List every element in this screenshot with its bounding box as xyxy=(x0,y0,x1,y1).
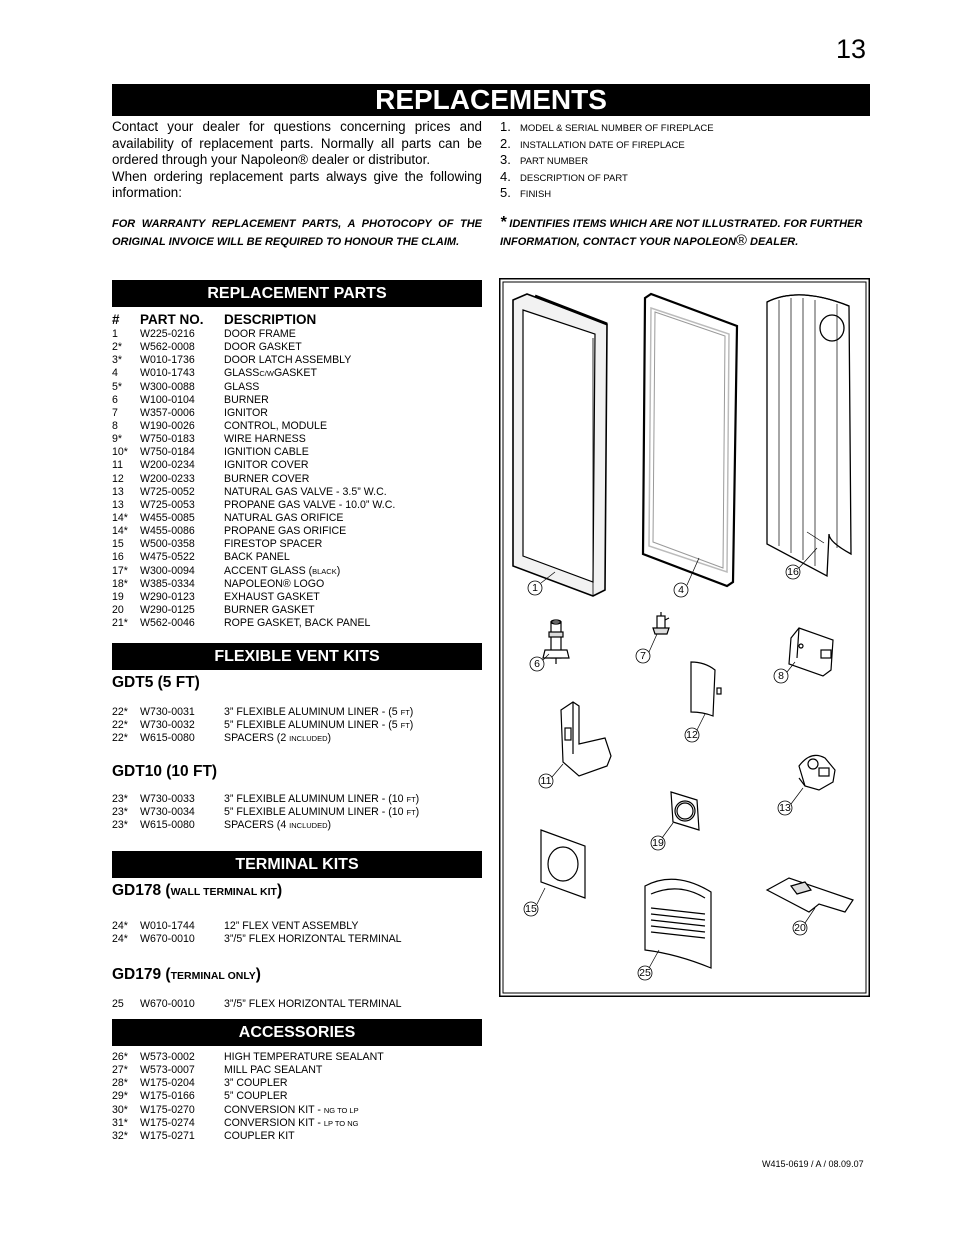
intro-text xyxy=(112,119,482,202)
part-item-number: 13 xyxy=(112,498,124,511)
gdt5-heading: GDT5 (5 FT) xyxy=(112,674,200,691)
gd179-close: ) xyxy=(255,966,261,983)
part-item-number: 32* xyxy=(112,1129,128,1142)
part-number: W175-0270 xyxy=(140,1103,195,1116)
callout-16: 16 xyxy=(787,566,799,578)
section-replacement-parts: REPLACEMENT PARTS xyxy=(112,280,482,307)
info-list-item xyxy=(500,136,870,153)
gd178-subtitle: WALL TERMINAL KIT xyxy=(170,886,277,898)
part-description xyxy=(224,525,346,538)
part-description-text: PROPANE GAS ORIFICE xyxy=(224,525,347,538)
part-item-number: 26* xyxy=(112,1051,128,1063)
part-number: W010-1744 xyxy=(140,920,195,932)
part-row xyxy=(112,933,482,946)
part-description-text: DOOR GASKET xyxy=(224,341,302,354)
col-num-header: # xyxy=(112,312,120,327)
part-number: W615-0080 xyxy=(140,732,195,745)
part-description xyxy=(224,1077,288,1090)
part-description-text: IGNITOR xyxy=(224,406,268,419)
gdt10-list xyxy=(112,793,482,832)
part-description xyxy=(224,819,331,832)
part-description-text: 3” COUPLER xyxy=(224,1077,288,1090)
part-description-text: 3”/5” FLEX HORIZONTAL TERMINAL xyxy=(224,933,402,946)
part-row xyxy=(112,538,482,551)
part-item-number: 27* xyxy=(112,1064,128,1077)
part-number: W670-0010 xyxy=(140,998,195,1010)
part-description-note: FT xyxy=(400,721,410,731)
callout-20: 20 xyxy=(794,922,806,934)
part-description-text: NATURAL GAS VALVE - 3.5” W.C. xyxy=(224,485,387,498)
part-description-text: IGNITOR COVER xyxy=(224,459,309,472)
part-description xyxy=(224,578,324,591)
info-list-text: INSTALLATION DATE OF FIREPLACE xyxy=(520,139,685,151)
part-number: W190-0026 xyxy=(140,419,195,432)
part-row xyxy=(112,1090,482,1103)
part-row xyxy=(112,433,482,446)
part-description-text: GLASS xyxy=(224,380,260,393)
part-description-text: 5” FLEXIBLE ALUMINUM LINER - (10 xyxy=(224,806,407,819)
part-row xyxy=(112,446,482,459)
intro-paragraph-1: Contact your dealer for questions concerning prices and availability of replacement parts. Normally all parts can be ordered through your Napoleon® dealer or distributor. xyxy=(112,119,482,168)
part-number: W500-0358 xyxy=(140,538,195,551)
part-item-number: 4 xyxy=(112,367,118,380)
part-row xyxy=(112,473,482,486)
info-list-item xyxy=(500,119,870,136)
part-row xyxy=(112,920,482,933)
part-row xyxy=(112,819,482,832)
part-row xyxy=(112,1104,482,1117)
part-description-text: NAPOLEON® LOGO xyxy=(224,577,325,590)
part-item-number: 15 xyxy=(112,538,124,551)
part-description-text: 5” COUPLER xyxy=(224,1090,288,1103)
part-description xyxy=(224,367,317,380)
asterisk-note-tail: DEALER. xyxy=(750,235,799,248)
callout-1: 1 xyxy=(532,582,538,594)
part-number: W750-0184 xyxy=(140,446,195,459)
part-number: W455-0085 xyxy=(140,511,195,524)
part-description xyxy=(224,407,268,420)
glass-panel-drawing xyxy=(643,294,737,586)
info-list xyxy=(500,119,870,202)
part-item-number: 21* xyxy=(112,617,128,630)
document-code: W415-0619 / A / 08.09.07 xyxy=(762,1159,864,1169)
part-number: W725-0053 xyxy=(140,498,195,511)
part-row xyxy=(112,328,482,341)
part-description-text: 3” FLEXIBLE ALUMINUM LINER - (10 xyxy=(224,793,407,805)
part-description xyxy=(224,1130,295,1143)
part-description xyxy=(224,1051,384,1064)
part-item-number: 22* xyxy=(112,732,128,745)
part-description xyxy=(224,933,402,946)
part-description-text: SPACERS (4 xyxy=(224,819,290,832)
part-number: W200-0234 xyxy=(140,459,195,472)
part-description-text: WIRE HARNESS xyxy=(224,433,306,446)
part-description-text: 12” FLEX VENT ASSEMBLY xyxy=(224,920,359,932)
part-item-number: 16 xyxy=(112,551,124,564)
part-description-text: CONTROL, MODULE xyxy=(224,419,328,432)
part-item-number: 24* xyxy=(112,920,128,932)
part-row xyxy=(112,1117,482,1130)
info-list-number: 1. xyxy=(500,119,511,134)
part-description-text: IGNITION CABLE xyxy=(224,446,309,459)
part-number: W010-1736 xyxy=(140,354,195,367)
part-row xyxy=(112,525,482,538)
gdt10-heading: GDT10 (10 FT) xyxy=(112,763,218,780)
part-row xyxy=(112,1077,482,1090)
part-description xyxy=(224,354,351,367)
part-description xyxy=(224,512,344,525)
part-description-note: NG TO LP xyxy=(323,1105,359,1115)
section-accessories: ACCESSORIES xyxy=(112,1019,482,1046)
part-description-tail: ) xyxy=(327,732,332,745)
info-list-item xyxy=(500,169,870,186)
part-description-text: BURNER COVER xyxy=(224,472,310,485)
part-description xyxy=(224,394,269,407)
part-description xyxy=(224,499,395,512)
part-row xyxy=(112,367,482,380)
gdt5-list xyxy=(112,706,482,745)
part-description-tail: ) xyxy=(409,719,414,732)
part-description-text: ACCENT GLASS ( xyxy=(224,564,313,577)
part-item-number: 8 xyxy=(112,419,118,432)
part-description-tail: ) xyxy=(415,806,420,819)
part-description xyxy=(224,433,306,446)
part-description-note: FT xyxy=(400,708,410,717)
callout-15: 15 xyxy=(525,903,537,915)
gd179-list xyxy=(112,998,482,1011)
info-list-item xyxy=(500,152,870,169)
part-description-text: 5” FLEXIBLE ALUMINUM LINER - (5 xyxy=(224,719,401,732)
part-row xyxy=(112,998,482,1011)
part-description xyxy=(224,732,331,745)
part-item-number: 31* xyxy=(112,1116,128,1129)
part-description xyxy=(224,473,309,486)
part-description xyxy=(224,591,320,604)
part-item-number: 11 xyxy=(112,459,123,472)
back-panel-drawing xyxy=(767,295,851,576)
part-description xyxy=(224,328,296,341)
part-number: W290-0125 xyxy=(140,603,195,616)
part-description-note: C/W xyxy=(259,369,274,379)
part-description xyxy=(224,617,370,630)
part-item-number: 23* xyxy=(112,806,128,819)
info-list-text: PART NUMBER xyxy=(520,156,589,168)
info-list-number: 5. xyxy=(500,185,511,201)
part-number: W200-0233 xyxy=(140,472,195,485)
part-row xyxy=(112,394,482,407)
callout-11: 11 xyxy=(540,775,552,787)
part-item-number: 22* xyxy=(112,706,128,718)
callout-19: 19 xyxy=(652,837,664,849)
part-description xyxy=(224,538,322,551)
part-item-number: 3* xyxy=(112,354,123,367)
part-number: W730-0033 xyxy=(140,793,195,805)
part-description-text: BURNER xyxy=(224,393,269,406)
callout-25: 25 xyxy=(639,967,651,979)
part-description-text: 3”/5” FLEX HORIZONTAL TERMINAL xyxy=(224,998,402,1010)
part-description-text: MILL PAC SEALANT xyxy=(224,1064,323,1077)
part-description-note: LP TO NG xyxy=(323,1118,359,1128)
part-item-number: 17* xyxy=(112,564,128,577)
part-row xyxy=(112,341,482,354)
part-number: W725-0052 xyxy=(140,485,195,498)
part-number: W357-0006 xyxy=(140,406,195,419)
part-number: W730-0031 xyxy=(140,706,195,718)
part-number: W175-0166 xyxy=(140,1090,195,1103)
part-row xyxy=(112,604,482,617)
callout-8: 8 xyxy=(778,670,784,682)
gd178-close: ) xyxy=(276,882,283,899)
part-row xyxy=(112,578,482,591)
part-description-note: INCLUDED xyxy=(289,821,328,831)
part-row xyxy=(112,407,482,420)
part-description xyxy=(224,1104,359,1117)
part-description xyxy=(224,551,290,564)
part-item-number: 14* xyxy=(112,525,128,538)
part-description xyxy=(224,420,327,433)
part-description-text: ROPE GASKET, BACK PANEL xyxy=(224,617,371,630)
part-row xyxy=(112,617,482,630)
part-number: W730-0034 xyxy=(140,806,195,819)
part-row xyxy=(112,806,482,819)
part-description-tail: GASKET xyxy=(273,367,317,380)
gd178-heading xyxy=(112,882,282,900)
part-description-text: COUPLER KIT xyxy=(224,1129,295,1142)
part-number: W175-0204 xyxy=(140,1077,195,1090)
part-description xyxy=(224,565,340,578)
part-item-number: 24* xyxy=(112,933,128,946)
info-list-number: 2. xyxy=(500,135,511,151)
part-description xyxy=(224,806,419,819)
part-item-number: 7 xyxy=(112,406,118,419)
part-row xyxy=(112,591,482,604)
info-list-text: MODEL & SERIAL NUMBER OF FIREPLACE xyxy=(520,123,714,134)
part-description xyxy=(224,341,302,354)
part-number: W175-0274 xyxy=(140,1116,195,1129)
page-number: 13 xyxy=(836,34,867,64)
part-row xyxy=(112,793,482,806)
part-description xyxy=(224,1117,358,1130)
part-number: W730-0032 xyxy=(140,719,195,732)
gd179-subtitle: TERMINAL ONLY xyxy=(170,970,256,982)
part-description-note: BLACK xyxy=(312,566,337,576)
part-row xyxy=(112,512,482,525)
part-number: W562-0046 xyxy=(140,617,195,630)
part-description xyxy=(224,604,315,617)
part-number: W385-0334 xyxy=(140,577,195,590)
part-description-tail: ) xyxy=(336,564,341,577)
part-description xyxy=(224,1064,322,1077)
part-row xyxy=(112,459,482,472)
callout-13: 13 xyxy=(779,802,791,814)
part-item-number: 29* xyxy=(112,1090,128,1103)
part-number: W175-0271 xyxy=(140,1129,195,1142)
part-item-number: 14* xyxy=(112,511,128,524)
part-row xyxy=(112,732,482,745)
info-list-item xyxy=(500,185,870,202)
part-row xyxy=(112,719,482,732)
part-number: W573-0002 xyxy=(140,1051,195,1063)
door-frame-drawing xyxy=(513,294,607,596)
part-row xyxy=(112,1130,482,1143)
part-description xyxy=(224,998,402,1011)
replacement-parts-list xyxy=(112,328,482,630)
part-item-number: 5* xyxy=(112,380,123,393)
part-description-text: 3” FLEXIBLE ALUMINUM LINER - (5 xyxy=(224,706,401,718)
part-number: W010-1743 xyxy=(140,367,195,380)
part-item-number: 12 xyxy=(112,472,124,485)
page-title: REPLACEMENTS xyxy=(112,84,870,116)
part-item-number: 19 xyxy=(112,590,124,603)
part-number: W562-0008 xyxy=(140,341,195,354)
gd178-title: GD178 ( xyxy=(112,882,171,899)
col-part-header: PART NO. xyxy=(140,312,204,327)
part-item-number: 23* xyxy=(112,793,128,805)
part-description-text: HIGH TEMPERATURE SEALANT xyxy=(224,1051,384,1063)
info-list-text: FINISH xyxy=(520,189,552,201)
part-description-tail: ) xyxy=(327,819,332,832)
part-number: W475-0522 xyxy=(140,551,195,564)
part-description-note: INCLUDED xyxy=(289,734,328,744)
part-number: W615-0080 xyxy=(140,819,195,832)
part-description-text: EXHAUST GASKET xyxy=(224,590,320,603)
part-number: W100-0104 xyxy=(140,393,195,406)
part-number: W573-0007 xyxy=(140,1064,195,1077)
part-row xyxy=(112,499,482,512)
part-description-note: FT xyxy=(406,808,416,818)
part-row xyxy=(112,420,482,433)
part-number: W750-0183 xyxy=(140,433,195,446)
info-list-text: DESCRIPTION OF PART xyxy=(520,172,628,184)
gd178-list xyxy=(112,920,482,946)
part-description-text: GLASS xyxy=(224,367,260,380)
part-description xyxy=(224,446,309,459)
part-description xyxy=(224,920,358,933)
part-item-number: 9* xyxy=(112,433,123,446)
part-description-tail: ) xyxy=(409,706,414,718)
part-description xyxy=(224,1090,288,1103)
part-description-text: FIRESTOP SPACER xyxy=(224,538,323,551)
parts-illustration xyxy=(499,278,870,997)
part-description xyxy=(224,459,309,472)
intro-paragraph-2: When ordering replacement parts always give the following information: xyxy=(112,168,482,201)
part-description-text: CONVERSION KIT - xyxy=(224,1103,324,1116)
part-item-number: 22* xyxy=(112,719,128,732)
part-description xyxy=(224,381,259,394)
part-number: W300-0094 xyxy=(140,564,195,577)
part-number: W300-0088 xyxy=(140,380,195,393)
part-description xyxy=(224,793,419,806)
part-row xyxy=(112,1051,482,1064)
asterisk-note xyxy=(500,214,870,251)
part-item-number: 1 xyxy=(112,328,118,340)
registered-mark: ® xyxy=(735,231,747,249)
part-row xyxy=(112,354,482,367)
callout-4: 4 xyxy=(678,584,684,596)
part-number: W225-0216 xyxy=(140,328,195,340)
info-list-number: 4. xyxy=(500,168,511,184)
part-item-number: 23* xyxy=(112,819,128,832)
part-row xyxy=(112,565,482,578)
part-item-number: 30* xyxy=(112,1103,128,1116)
part-item-number: 6 xyxy=(112,393,118,406)
part-description-text: DOOR FRAME xyxy=(224,328,296,340)
callout-12: 12 xyxy=(686,729,698,741)
part-description-note: FT xyxy=(406,795,416,804)
callout-6: 6 xyxy=(534,658,540,670)
part-description xyxy=(224,719,413,732)
part-item-number: 20 xyxy=(112,603,124,616)
info-list-number: 3. xyxy=(500,152,511,168)
part-description-tail: ) xyxy=(415,793,420,805)
part-description-text: BACK PANEL xyxy=(224,551,290,564)
part-item-number: 28* xyxy=(112,1077,128,1090)
part-item-number: 25 xyxy=(112,998,124,1010)
part-item-number: 10* xyxy=(112,446,128,459)
part-description-text: CONVERSION KIT - xyxy=(224,1116,324,1129)
section-terminal-kits: TERMINAL KITS xyxy=(112,851,482,878)
part-row xyxy=(112,706,482,719)
part-description-text: NATURAL GAS ORIFICE xyxy=(224,511,344,524)
asterisk-note-text: IDENTIFIES ITEMS WHICH ARE NOT ILLUSTRATED. FOR FURTHER INFORMATION, CONTACT YOUR NAPOLEON xyxy=(500,218,863,248)
section-flexible-vent-kits: FLEXIBLE VENT KITS xyxy=(112,643,482,670)
part-description-text: SPACERS (2 xyxy=(224,732,290,745)
part-row xyxy=(112,1064,482,1077)
accessories-list xyxy=(112,1051,482,1143)
asterisk-symbol: * xyxy=(500,214,507,231)
warranty-note: FOR WARRANTY REPLACEMENT PARTS, A PHOTOCOPY OF THE ORIGINAL INVOICE WILL BE REQUIRED TO HONOUR THE CLAIM. xyxy=(112,218,482,248)
part-description-text: PROPANE GAS VALVE - 10.0” W.C. xyxy=(224,498,396,511)
part-row xyxy=(112,551,482,564)
part-item-number: 13 xyxy=(112,485,124,498)
part-description-text: DOOR LATCH ASSEMBLY xyxy=(224,354,352,367)
part-row xyxy=(112,486,482,499)
part-description-text: BURNER GASKET xyxy=(224,603,315,616)
gd179-title: GD179 ( xyxy=(112,966,171,983)
part-number: W455-0086 xyxy=(140,525,195,538)
part-item-number: 2* xyxy=(112,341,123,354)
part-description xyxy=(224,706,413,719)
part-description xyxy=(224,486,387,499)
gd179-heading xyxy=(112,966,261,984)
part-number: W290-0123 xyxy=(140,590,195,603)
col-desc-header: DESCRIPTION xyxy=(224,312,317,327)
part-number: W670-0010 xyxy=(140,933,195,946)
part-item-number: 18* xyxy=(112,577,128,590)
callout-7: 7 xyxy=(640,650,646,662)
part-row xyxy=(112,381,482,394)
